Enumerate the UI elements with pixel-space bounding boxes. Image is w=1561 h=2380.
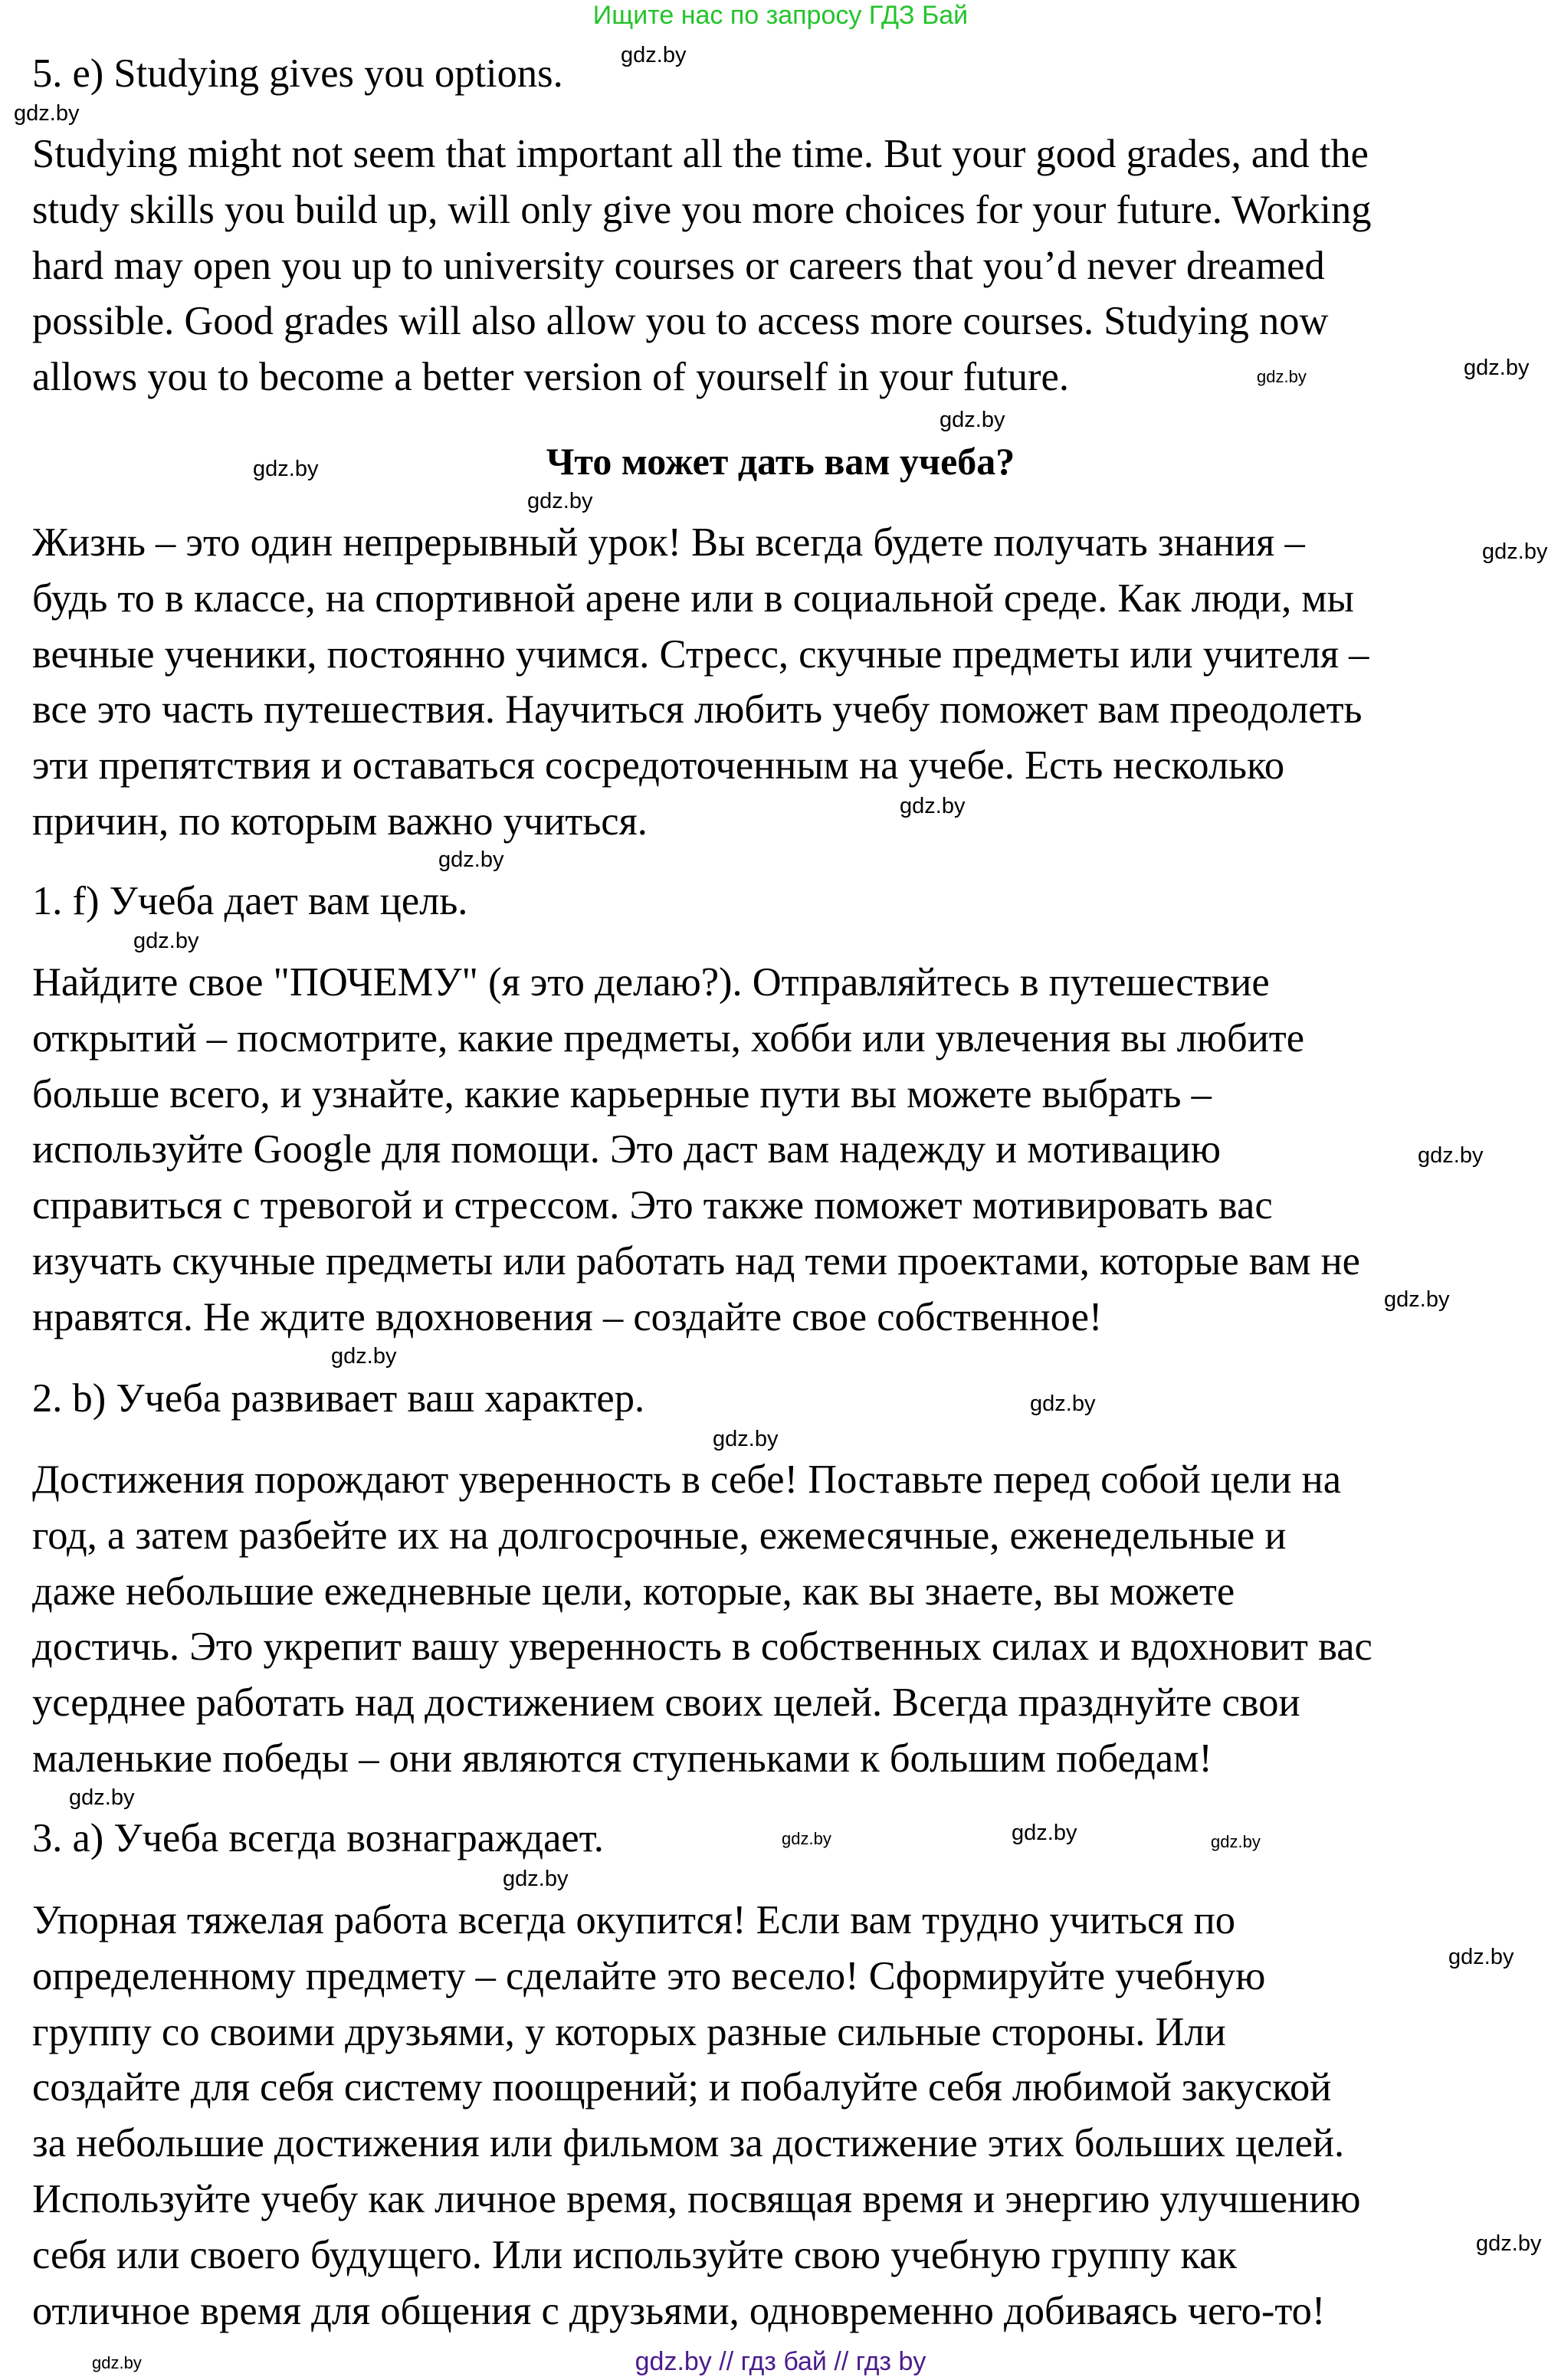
watermark: gdz.by: [621, 43, 687, 67]
text-line: Жизнь – это один непрерывный урок! Вы всегда будете получать знания –: [32, 520, 1305, 565]
text-line: за небольшие достижения или фильмом за достижение этих больших целей.: [32, 2121, 1345, 2166]
paragraph: [32, 515, 1369, 850]
watermark: gdz.by: [527, 489, 593, 513]
text-line: справиться с тревогой и стрессом. Это также поможет мотивировать вас: [32, 1183, 1273, 1228]
footer-links: gdz.by // гдз бай // гдз by: [635, 2347, 926, 2376]
text-line: hard may open you up to university courses or careers that you’d never dreamed: [32, 243, 1325, 288]
text-line: possible. Good grades will also allow you to access more courses. Studying now: [32, 299, 1329, 344]
watermark: gdz.by: [331, 1344, 397, 1369]
text-line: себя или своего будущего. Или используйте свою учебную группу как: [32, 2232, 1238, 2277]
text-line: определенному предмету – сделайте это весело! Сформируйте учебную: [32, 1953, 1266, 1998]
text-line: все это часть путешествия. Научиться любить учебу поможет вам преодолеть: [32, 687, 1363, 733]
paragraph: [32, 126, 1372, 405]
watermark: gdz.by: [782, 1829, 831, 1848]
watermark: gdz.by: [1464, 356, 1530, 380]
watermark: gdz.by: [1384, 1287, 1450, 1312]
text-line: study skills you build up, will only give you more choices for your future. Working: [32, 187, 1372, 232]
text-line: открытий – посмотрите, какие предметы, хобби или увлечения вы любите: [32, 1015, 1305, 1061]
text-line: Достижения порождают уверенность в себе! Поставьте перед собой цели на: [32, 1457, 1342, 1502]
header-banner: Ищите нас по запросу ГДЗ Бай: [592, 1, 969, 30]
text-line: создайте для себя систему поощрений; и побалуйте себя любимой закуской: [32, 2065, 1332, 2110]
text-line: изучать скучные предметы или работать над теми проектами, которые вам не: [32, 1238, 1360, 1283]
watermark: gdz.by: [69, 1785, 135, 1810]
text-line: будь то в классе, на спортивной арене или в социальной среде. Как люди, мы: [32, 575, 1354, 621]
text-line: Используйте учебу как личное время, посвящая время и энергию улучшению: [32, 2176, 1361, 2221]
section-title: 2. b) Учеба развивает ваш характер.: [32, 1376, 645, 1421]
watermark: gdz.by: [1257, 367, 1307, 386]
text-line: причин, по которым важно учиться.: [32, 798, 648, 844]
text-line: даже небольшие ежедневные цели, которые, как вы знаете, вы можете: [32, 1569, 1235, 1614]
text-line: Упорная тяжелая работа всегда окупится! Если вам трудно учиться по: [32, 1898, 1235, 1942]
watermark: gdz.by: [940, 408, 1005, 432]
text-line: год, а затем разбейте их на долгосрочные, ежемесячные, еженедельные и: [32, 1513, 1287, 1558]
watermark: gdz.by: [133, 929, 199, 953]
watermark: gdz.by: [1418, 1143, 1484, 1168]
text-line: больше всего, и узнайте, какие карьерные пути вы можете выбрать –: [32, 1071, 1212, 1116]
watermark: gdz.by: [92, 2353, 142, 2372]
watermark: gdz.by: [503, 1867, 569, 1891]
watermark: gdz.by: [438, 847, 504, 872]
text-line: allows you to become a better version of yourself in your future.: [32, 355, 1069, 400]
watermark: gdz.by: [900, 794, 966, 818]
text-line: используйте Google для помощи. Это даст вам надежду и мотивацию: [32, 1127, 1222, 1172]
text-line: нравятся. Не ждите вдохновения – создайте свое собственное!: [32, 1294, 1103, 1339]
watermark: gdz.by: [1448, 1945, 1514, 1969]
watermark: gdz.by: [14, 101, 80, 126]
paragraph: [32, 955, 1360, 1346]
watermark: gdz.by: [1030, 1392, 1096, 1416]
paragraph: [32, 1893, 1360, 2339]
paragraph: [32, 1452, 1372, 1787]
section-title: 1. f) Учеба дает вам цель.: [32, 879, 468, 923]
watermark: gdz.by: [1211, 1832, 1261, 1851]
watermark: gdz.by: [253, 457, 319, 481]
watermark: gdz.by: [1482, 539, 1548, 564]
section-title: 5. e) Studying gives you options.: [32, 51, 563, 96]
section-title: 3. a) Учеба всегда вознаграждает.: [32, 1816, 604, 1860]
text-line: отличное время для общения с друзьями, одновременно добиваясь чего-то!: [32, 2288, 1326, 2333]
text-line: группу со своими друзьями, у которых разные сильные стороны. Или: [32, 2009, 1226, 2054]
watermark: gdz.by: [713, 1427, 779, 1451]
text-line: вечные ученики, постоянно учимся. Стресс, скучные предметы или учителя –: [32, 631, 1369, 677]
text-line: усерднее работать над достижением своих целей. Всегда празднуйте свои: [32, 1680, 1300, 1726]
watermark: gdz.by: [1476, 2231, 1542, 2256]
heading: Что может дать вам учеба?: [546, 440, 1015, 483]
watermark: gdz.by: [1012, 1821, 1077, 1845]
text-line: маленькие победы – они являются ступеньками к большим победам!: [32, 1736, 1212, 1781]
text-line: Найдите свое "ПОЧЕМУ" (я это делаю?). Отправляйтесь в путешествие: [32, 960, 1270, 1005]
text-line: эти препятствия и оставаться сосредоточенным на учебе. Есть несколько: [32, 743, 1285, 788]
text-line: Studying might not seem that important all the time. But your good grades, and the: [32, 132, 1369, 176]
text-line: достичь. Это укрепит вашу уверенность в собственных силах и вдохновит вас: [32, 1624, 1372, 1670]
